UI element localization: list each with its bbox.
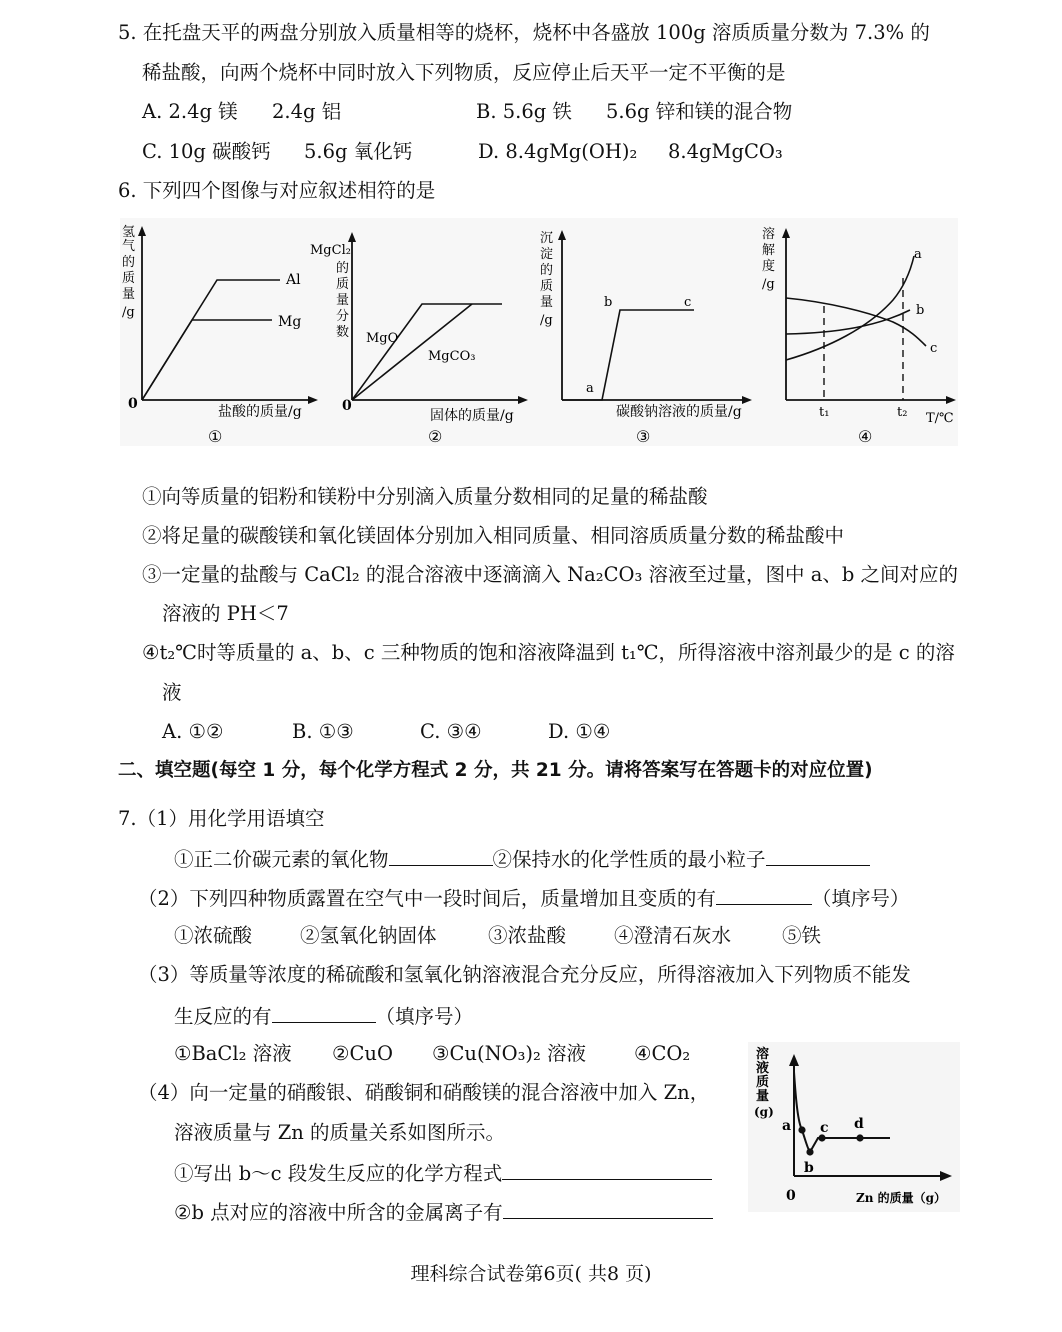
y-label-char: 解 [762,243,776,258]
graph-number: ① [208,427,223,446]
answer-blank[interactable] [389,845,493,866]
mgco3-label: MgCO₃ [428,349,476,364]
q6-statement-3b: 溶液的 PH＜7 [162,602,289,625]
x-axis-arrow [946,396,956,404]
t1-label: t₁ [819,405,830,420]
page-footer: 理科综合试卷第6页( 共8 页) [410,1263,652,1285]
y-label-char: 质 [336,277,350,292]
q6-statement-4b: 液 [162,681,182,704]
t2-label: t₂ [897,405,908,420]
answer-blank[interactable] [502,1159,712,1180]
mg-line [142,320,272,400]
point-d-label: d [854,1116,864,1132]
y-label-char: 淀 [540,247,554,262]
q5-option-b1: B. 5.6g 铁 [476,100,572,123]
curve-c [786,298,926,346]
graph-number: ④ [858,427,873,446]
x-axis-label: Zn 的质量（g） [856,1191,947,1205]
q5-option-a1: A. 2.4g 镁 [142,100,238,123]
q5-stem-line2: 稀盐酸，向两个烧杯中同时放入下列物质，反应停止后天平一定不平衡的是 [142,61,786,84]
y-label-char: 量 [122,287,136,302]
q6-statement-4a: ④t₂℃时等质量的 a、b、c 三种物质的饱和溶液降温到 t₁℃，所得溶液中溶剂最少的是 c 的溶 [142,641,955,664]
q6-graph-2 [310,218,534,446]
y-label-char: 量 [336,293,350,308]
q7-part4-b: ②b 点对应的溶液中所含的金属离子有 [174,1201,503,1224]
y-axis-arrow [558,230,566,240]
point-d [856,1134,863,1141]
q5-option-a2: 2.4g 铝 [272,100,342,123]
q7-part3-option-4: ④CO₂ [634,1042,691,1065]
origin-label: 0 [128,396,138,412]
y-label-char: 质 [122,271,136,286]
y-label-char: 的 [122,255,136,270]
q7-part4-line2: 溶液质量与 Zn 的质量关系如图所示。 [174,1121,506,1144]
point-a-label: a [586,381,594,396]
q5-option-c1: C. 10g 碳酸钙 [142,140,271,163]
point-b-label: b [804,1160,814,1176]
q7-part3-option-1: ①BaCl₂ 溶液 [174,1042,292,1065]
x-axis-label: 碳酸钠溶液的质量/g [616,404,742,420]
y-label-char: /g [122,305,135,320]
x-axis-label: 盐酸的质量/g [218,404,302,420]
y-label-char: 沉 [540,231,554,246]
y-label-char: 氢 [122,225,136,240]
q6-graph-3 [536,218,764,446]
curve-b-label: b [916,303,925,318]
y-label-char: 分 [336,309,350,324]
q7-part2-line [138,884,909,912]
y-label-char: 质 [540,279,554,294]
x-axis-arrow [742,396,752,404]
q6-option-a: A. ①② [162,720,224,743]
y-label-char: /g [540,313,553,328]
q6-option-c: C. ③④ [420,720,482,743]
origin-label: 0 [786,1188,796,1204]
graph-number: ③ [636,427,651,446]
q7-zn-graph [748,1042,960,1212]
answer-blank[interactable] [503,1198,713,1219]
y-label-char: 的 [540,263,554,278]
point-b-label: b [604,295,613,310]
q5-option-d1: D. 8.4gMg(OH)₂ [478,140,638,163]
q5-stem-line1: 5. 在托盘天平的两盘分别放入质量相等的烧杯，烧杯中各盛放 100g 溶质质量分数为 7.3% 的 [118,21,930,44]
q7-part2-option-1: ①浓硫酸 [174,924,253,947]
q5-option-c2: 5.6g 氧化钙 [304,140,413,163]
q7-part3-option-3: ③Cu(NO₃)₂ 溶液 [432,1042,587,1065]
answer-blank[interactable] [716,884,812,905]
y-label-char: 液 [756,1061,770,1076]
q6-stem: 6. 下列四个图像与对应叙述相符的是 [118,179,436,202]
x-axis-label: T/℃ [926,411,954,426]
q7-part2-option-5: ⑤铁 [782,924,822,947]
q7-part2-option-3: ③浓盐酸 [488,924,567,947]
y-axis-arrow [138,226,146,236]
y-label-char: 的 [336,261,350,276]
al-line [142,280,280,400]
mg-label: Mg [278,314,302,330]
al-label: Al [286,272,301,288]
q7-part3-suffix: （填序号） [375,1005,474,1028]
q6-statement-1: ①向等质量的铝粉和镁粉中分别滴入质量分数相同的足量的稀盐酸 [142,485,708,508]
q6-graph-4 [758,218,958,446]
y-label-char: 质 [756,1075,770,1090]
precipitate-line [562,310,694,400]
y-label-char: 度 [762,259,776,274]
y-label-char: 数 [336,325,350,340]
q5-option-b2: 5.6g 锌和镁的混合物 [606,100,793,123]
q6-statement-3a: ③一定量的盐酸与 CaCl₂ 的混合溶液中逐滴滴入 Na₂CO₃ 溶液至过量，图中 a、b 之间对应的 [142,563,959,586]
q7-part4-a-line [174,1159,712,1187]
point-b [806,1148,813,1155]
y-label-char: 溶 [756,1047,770,1062]
section-2-heading: 二、填空题(每空 1 分，每个化学方程式 2 分，共 21 分。请将答案写在答题卡的对应位置) [118,760,873,781]
y-label-char: 气 [122,239,136,254]
graph-number: ② [428,427,443,446]
point-a [798,1126,805,1133]
q7-part1-b: ②保持水的化学性质的最小粒子 [492,848,766,871]
q7-part4-a: ①写出 b～c 段发生反应的化学方程式 [174,1162,503,1185]
q6-option-d: D. ①④ [548,720,611,743]
answer-blank[interactable] [272,1002,376,1023]
q7-part2-stem: （2）下列四种物质露置在空气中一段时间后，质量增加且变质的有 [138,887,716,910]
q7-part4-stem: （4）向一定量的硝酸银、硝酸铜和硝酸镁的混合溶液中加入 Zn， [138,1081,710,1104]
q6-statement-2: ②将足量的碳酸镁和氧化镁固体分别加入相同质量、相同溶质质量分数的稀盐酸中 [142,524,845,547]
point-c-label: c [820,1120,829,1136]
y-label-char: 量 [756,1089,770,1104]
point-c-label: c [684,295,692,310]
q7-part1-title: 7.（1）用化学用语填空 [118,807,325,830]
y-label-char: 溶 [762,227,776,242]
q7-part2-option-2: ②氢氧化钠固体 [300,924,437,947]
origin-label: 0 [342,398,352,414]
q7-part4-b-line [174,1198,713,1226]
x-axis-label: 固体的质量/g [430,408,514,424]
q7-part2-suffix: （填序号） [811,887,910,910]
curve-c-label: c [930,341,938,356]
q7-part1-line [174,845,870,873]
q7-part2-option-4: ④澄清石灰水 [614,924,732,947]
q6-option-b: B. ①③ [292,720,354,743]
y-axis-arrow [782,228,790,238]
y-axis-arrow [348,232,356,242]
x-axis-arrow [308,396,318,404]
q7-part3-stem: （3）等质量等浓度的稀硫酸和氢氧化钠溶液混合充分反应，所得溶液加入下列物质不能发 [138,963,911,986]
q7-part3-line2-text: 生反应的有 [174,1005,272,1028]
y-label-top: MgCl₂ [310,243,351,258]
mgo-label: MgO [366,331,399,346]
mgo-line [352,304,502,400]
point-a-label: a [782,1118,792,1134]
q6-graph-1 [120,218,320,446]
q7-part1-a: ①正二价碳元素的氧化物 [174,848,389,871]
y-label-char: 量 [540,295,554,310]
q5-option-d2: 8.4gMgCO₃ [668,140,783,163]
answer-blank[interactable] [766,845,870,866]
curve-a-label: a [914,247,922,262]
q7-part3-option-2: ②CuO [332,1042,393,1065]
y-label-char: /g [762,277,775,292]
x-axis-arrow [518,396,528,404]
y-label-char: (g) [754,1105,774,1119]
q7-part3-line2 [174,1002,473,1030]
